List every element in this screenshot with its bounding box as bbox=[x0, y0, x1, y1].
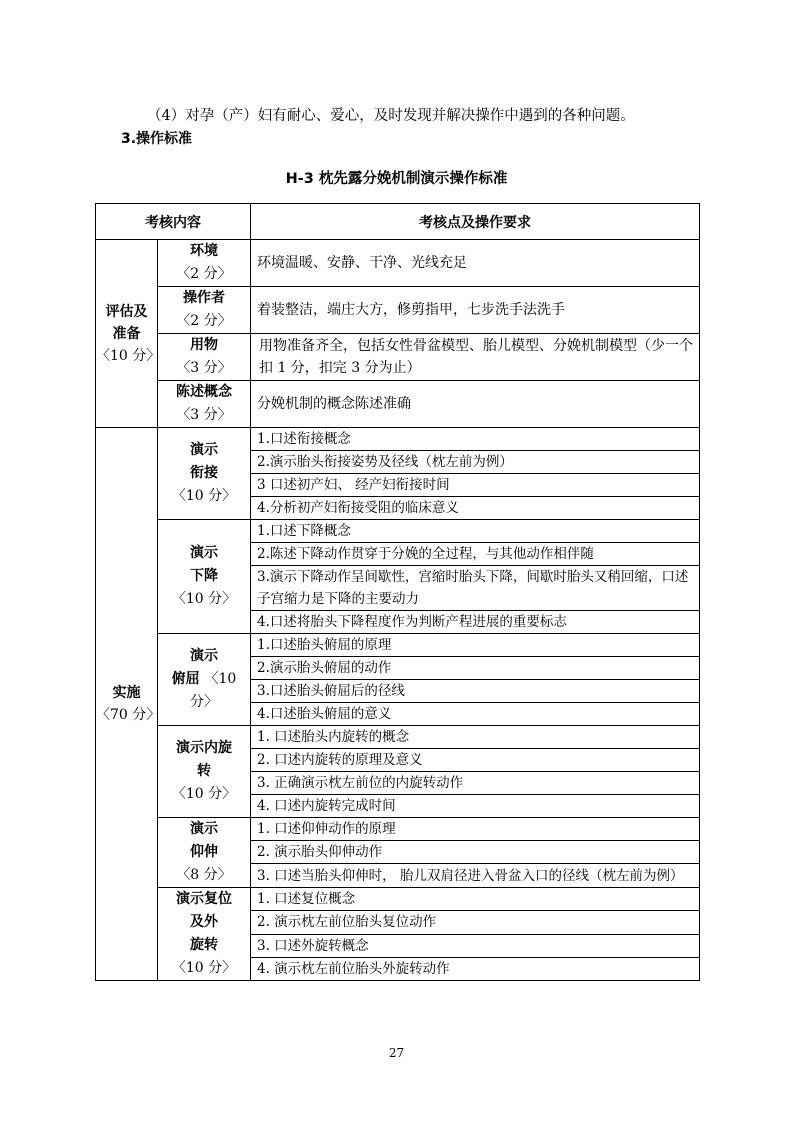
table-title: H-3 枕先露分娩机制演示操作标准 bbox=[285, 171, 508, 187]
subitem-label: 旋转 bbox=[190, 937, 218, 953]
category-label: 实施 bbox=[112, 685, 141, 701]
table-row bbox=[96, 726, 700, 749]
subitem-name bbox=[158, 888, 251, 981]
subitem-label: 仰伸 bbox=[190, 844, 218, 860]
subitem-name bbox=[158, 634, 251, 726]
list-item: 2. 演示枕左前位胎头复位动作 bbox=[251, 911, 700, 934]
subitem-name bbox=[158, 287, 251, 334]
list-item: 3. 正确演示枕左前位的内旋转动作 bbox=[251, 772, 700, 795]
category-label: 准备 bbox=[112, 325, 141, 342]
subitem-label: 陈述概念 bbox=[176, 384, 232, 400]
subitem-label: 演示复位 bbox=[176, 891, 232, 907]
table-row bbox=[96, 888, 700, 911]
table-row bbox=[96, 634, 700, 657]
subitem-name bbox=[158, 818, 251, 888]
list-item: 3.口述胎头俯屈后的径线 bbox=[251, 680, 700, 703]
subitem-score: 〈3 分〉 bbox=[176, 360, 232, 376]
subitem-name bbox=[158, 726, 251, 818]
operation-standard-table bbox=[95, 203, 700, 981]
requirement-text: 着装整洁，端庄大方，修剪指甲，七步洗手法洗手 bbox=[251, 287, 700, 334]
header-content: 考核内容 bbox=[96, 204, 251, 240]
requirement-text: 分娩机制的概念陈述准确 bbox=[251, 381, 700, 428]
subitem-label: 演示 bbox=[190, 545, 218, 561]
table-row bbox=[96, 381, 700, 428]
subitem-score: 〈2 分〉 bbox=[176, 266, 232, 282]
subitem-score: 〈10 分〉 bbox=[171, 488, 237, 504]
intro-item-4: （4）对孕（产）妇有耐心、爱心，及时发现并解决操作中遇到的各种问题。 bbox=[147, 108, 635, 124]
list-item: 1.口述胎头俯屈的原理 bbox=[251, 634, 700, 657]
subitem-score: 〈2 分〉 bbox=[176, 313, 232, 329]
subitem-label: 演示 bbox=[190, 648, 218, 664]
subitem-name bbox=[158, 334, 251, 381]
list-item: 2.演示胎头衔接姿势及径线（枕左前为例） bbox=[251, 451, 700, 474]
category-score: 〈10 分〉 bbox=[96, 347, 161, 364]
subitem-score: 〈8 分〉 bbox=[176, 867, 232, 883]
list-item: 1. 口述仰伸动作的原理 bbox=[251, 818, 700, 841]
requirement-text: 环境温暖、安静、干净、光线充足 bbox=[251, 240, 700, 287]
list-item: 4. 演示枕左前位胎头外旋转动作 bbox=[251, 957, 700, 980]
list-item: 2.陈述下降动作贯穿于分娩的全过程，与其他动作相伴随 bbox=[251, 543, 700, 566]
page-number: 27 bbox=[388, 1046, 405, 1060]
table-row bbox=[96, 428, 700, 451]
category-prep bbox=[96, 240, 161, 428]
category-score: 〈70 分〉 bbox=[96, 707, 161, 723]
subitem-name bbox=[158, 520, 251, 634]
subitem-score: 分〉 bbox=[190, 694, 218, 710]
list-item: 4.分析初产妇衔接受阻的临床意义 bbox=[251, 497, 700, 520]
list-item: 2. 演示胎头仰伸动作 bbox=[251, 841, 700, 864]
table-row bbox=[96, 818, 700, 841]
header-requirements: 考核点及操作要求 bbox=[251, 204, 700, 240]
requirement-text: 用物准备齐全，包括女性骨盆模型、胎儿模型、分娩机制模型（少一个扣 1 分，扣完 3 分为止） bbox=[251, 334, 700, 381]
subitem-label: 下降 bbox=[190, 568, 218, 584]
subitem-score: 〈10 分〉 bbox=[171, 786, 237, 802]
subitem-score: 〈3 分〉 bbox=[176, 407, 232, 423]
list-item: 4. 口述内旋转完成时间 bbox=[251, 795, 700, 818]
subitem-label: 环境 bbox=[190, 243, 218, 259]
subitem-score: 〈10 分〉 bbox=[171, 591, 237, 607]
subitem-label: 用物 bbox=[190, 337, 218, 353]
list-item: 2.演示胎头俯屈的动作 bbox=[251, 657, 700, 680]
category-label: 评估及 bbox=[105, 303, 148, 320]
list-item: 1.口述下降概念 bbox=[251, 520, 700, 543]
subitem-label: 演示内旋 bbox=[176, 740, 232, 756]
list-item: 3. 口述外旋转概念 bbox=[251, 934, 700, 957]
list-item: 4.口述将胎头下降程度作为判断产程进展的重要标志 bbox=[251, 611, 700, 634]
list-item: 4.口述胎头俯屈的意义 bbox=[251, 703, 700, 726]
list-item: 1. 口述胎头内旋转的概念 bbox=[251, 726, 700, 749]
subitem-label: 转 bbox=[197, 763, 211, 779]
list-item: 3.演示下降动作呈间歇性，宫缩时胎头下降，间歇时胎头又稍回缩，口述子宫缩力是下降的主要动力 bbox=[251, 566, 700, 611]
table-header-row bbox=[96, 204, 700, 240]
table-row bbox=[96, 520, 700, 543]
subitem-label: 演示 bbox=[190, 442, 218, 458]
list-item: 1.口述衔接概念 bbox=[251, 428, 700, 451]
subitem-label: 演示 bbox=[190, 821, 218, 837]
list-item: 1. 口述复位概念 bbox=[251, 888, 700, 911]
subitem-name bbox=[158, 381, 251, 428]
table-row bbox=[96, 240, 700, 287]
list-item: 3. 口述当胎头仰伸时， 胎儿双肩径进入骨盆入口的径线（枕左前为例） bbox=[251, 864, 700, 888]
subitem-label: 衔接 bbox=[190, 465, 218, 481]
list-item: 3 口述初产妇、 经产妇衔接时间 bbox=[251, 474, 700, 497]
section-heading: 3.操作标准 bbox=[121, 131, 193, 147]
subitem-score: 〈10 bbox=[204, 671, 237, 687]
subitem-name bbox=[158, 428, 251, 520]
list-item: 2. 口述内旋转的原理及意义 bbox=[251, 749, 700, 772]
subitem-name bbox=[158, 240, 251, 287]
subitem-label: 操作者 bbox=[183, 290, 225, 306]
table-row bbox=[96, 287, 700, 334]
subitem-label: 俯屈 bbox=[171, 671, 200, 687]
subitem-score: 〈10 分〉 bbox=[171, 960, 237, 976]
table-row bbox=[96, 334, 700, 381]
subitem-label: 及外 bbox=[190, 914, 218, 930]
category-impl bbox=[96, 428, 161, 981]
